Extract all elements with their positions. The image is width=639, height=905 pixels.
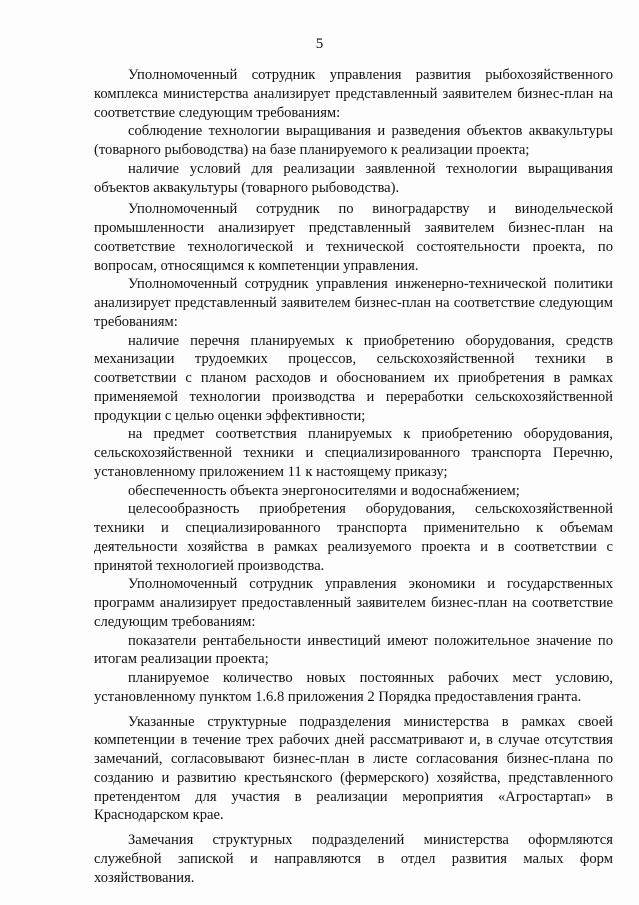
paragraph-review-procedure: Указанные структурные подразделения министерства в рамках своей компетенции в течение трех рабочих дней рассматривают и, в случае отсутствия замечаний, согласовывают бизнес-план в листе согласования бизнес-плана по созданию и развитию крестьянского (фермерского) хозяйства, представленного претендентом для участия в реализации мероприятия «Агростартап» в Краснодарском крае. — [94, 713, 613, 824]
paragraph-viticulture: Уполномоченный сотрудник по виноградарству и винодельческой промышленности анализирует представленный заявителем бизнес-план на соответствие технологической и технической состоятельности проекта, по вопросам, относящимся к компетенции управления. — [94, 201, 613, 274]
paragraph-engineering-req-1: наличие перечня планируемых к приобретению оборудования, средств механизации трудоемких процессов, сельскохозяйственной техники в соответствии с планом расходов и обоснованием их приобретения в рамках применяемой технологии производства и переработки сельскохозяйственной продукции с целью оценки эффективности; — [94, 332, 613, 424]
page-number: 5 — [315, 36, 324, 52]
paragraph-economics-req-2: планируемое количество новых постоянных рабочих мест условию, установленному пунктом 1.6.8 приложения 2 Порядка предоставления гранта. — [94, 670, 613, 705]
paragraph-economics-req-1: показатели рентабельности инвестиций имеют положительное значение по итогам реализации проекта; — [94, 632, 613, 668]
paragraph-engineering-req-3: обеспеченность объекта энергоносителями и водоснабжением; — [128, 482, 520, 499]
paragraph-economics-intro: Уполномоченный сотрудник управления экономики и государственных программ анализирует предоставленный заявителем бизнес-план на соответствие следующим требованиям: — [94, 576, 613, 630]
paragraph-engineering-req-4: целесообразность приобретения оборудования, сельскохозяйственной техники и специализированного транспорта применительно к объемам деятельности хозяйства в рамках реализуемого проекта и в соответствии с принятой технологией производства. — [94, 501, 613, 574]
paragraph-fishery-req-2: наличие условий для реализации заявленной технологии выращивания объектов аквакультуры (товарного рыбоводства). — [94, 160, 613, 196]
paragraph-remarks: Замечания структурных подразделений министерства оформляются служебной запиской и направляются в отдел развития малых форм хозяйствования. — [94, 832, 613, 886]
paragraph-fishery-intro: Уполномоченный сотрудник управления развития рыбохозяйственного комплекса министерства анализирует представленный заявителем бизнес-план на соответствие следующим требованиям: — [94, 67, 613, 121]
document-body — [94, 66, 613, 887]
paragraph-engineering-req-2: на предмет соответствия планируемых к приобретению оборудования, сельскохозяйственной техники и специализированного транспорта Перечню, установленному приложением 11 к настоящему приказу; — [94, 426, 613, 480]
paragraph-engineering-intro: Уполномоченный сотрудник управления инженерно-технической политики анализирует представленный заявителем бизнес-план на соответствие следующим требованиям: — [94, 276, 613, 330]
paragraph-fishery-req-1: соблюдение технологии выращивания и разведения объектов аквакультуры (товарного рыбоводства) на базе планируемого к реализации проекта; — [94, 123, 613, 158]
